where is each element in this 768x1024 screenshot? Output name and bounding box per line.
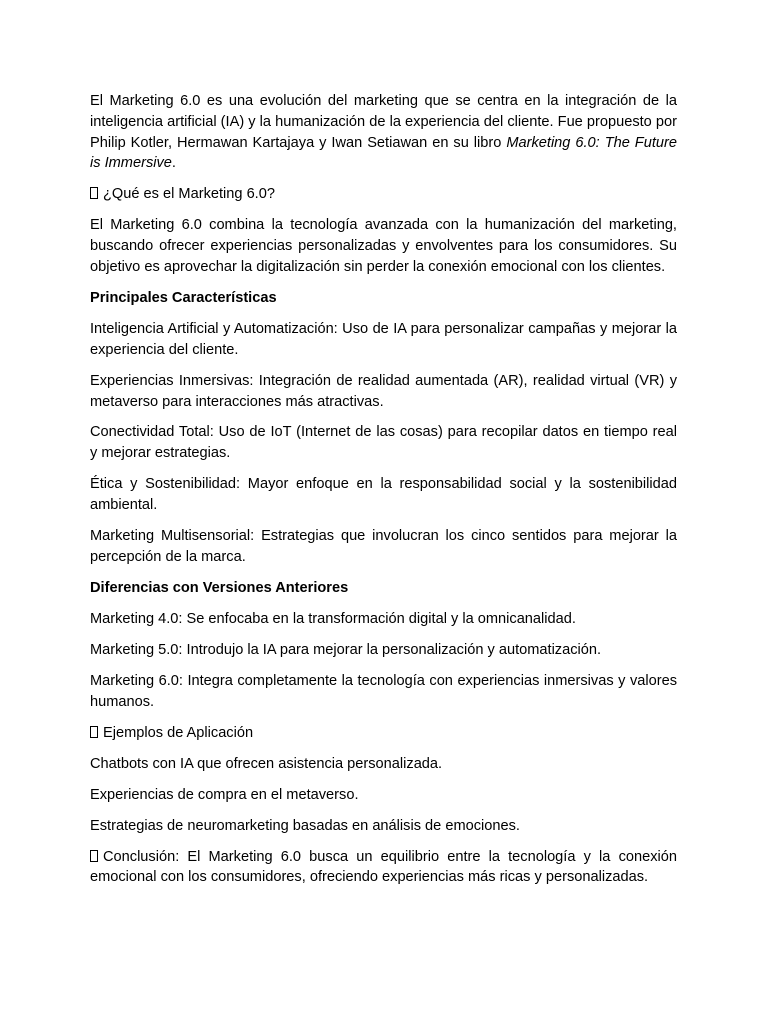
example-item: Experiencias de compra en el metaverso. [90, 786, 359, 803]
examples-heading-line [90, 723, 677, 744]
difference-item: Marketing 6.0: Integra completamente la tecnología con experiencias inmersivas y valores humanos. [90, 672, 677, 710]
conclusion-paragraph [90, 847, 677, 889]
feature-item: Inteligencia Artificial y Automatización: Uso de IA para personalizar campañas y mejorar la experiencia del cliente. [90, 320, 677, 358]
example-item: Chatbots con IA que ofrecen asistencia personalizada. [90, 755, 443, 772]
feature-item: Marketing Multisensorial: Estrategias que involucran los cinco sentidos para mejorar la percepción de la marca. [90, 528, 677, 565]
examples-heading: Ejemplos de Aplicación [103, 724, 254, 741]
missing-glyph-icon [90, 850, 98, 862]
conclusion-text: Conclusión: El Marketing 6.0 busca un equilibrio entre la tecnología y la conexión emocional con los consumidores, ofreciendo experiencias más ricas y personalizadas. [90, 848, 677, 886]
intro-text: El Marketing 6.0 es una evolución del marketing que se centra en la integración de la inteligencia artificial (IA) y la humanización de la experiencia del cliente. Fue propuesto por Philip Kotler, Hermawan Kartajaya y Iwan Setiawan en su libro [90, 93, 677, 151]
feature-item: Ética y Sostenibilidad: Mayor enfoque en la responsabilidad social y la sostenibilidad ambiental. [90, 476, 677, 514]
difference-item: Marketing 5.0: Introdujo la IA para mejorar la personalización y automatización. [90, 641, 602, 658]
difference-item: Marketing 4.0: Se enfocaba en la transformación digital y la omnicanalidad. [90, 610, 576, 627]
missing-glyph-icon [90, 726, 98, 738]
question-line [90, 184, 677, 205]
intro-period: . [171, 155, 176, 172]
feature-item: Conectividad Total: Uso de IoT (Internet de las cosas) para recopilar datos en tiempo real y mejorar estrategias. [90, 424, 677, 462]
example-item: Estrategias de neuromarketing basadas en análisis de emociones. [90, 817, 520, 834]
feature-item: Experiencias Inmersivas: Integración de realidad aumentada (AR), realidad virtual (VR) y metaverso para interacciones más atractivas. [90, 372, 677, 410]
question-text: ¿Qué es el Marketing 6.0? [103, 186, 275, 203]
document-page [90, 91, 677, 898]
definition-paragraph: El Marketing 6.0 combina la tecnología avanzada con la humanización del marketing, buscando ofrecer experiencias personalizadas y envolventes para los consumidores. Su objetivo es aprovechar la digitalización sin perder la conexión emocional con los clientes. [90, 217, 677, 275]
features-heading: Principales Características [90, 289, 277, 306]
missing-glyph-icon [90, 187, 98, 199]
differences-heading: Diferencias con Versiones Anteriores [90, 579, 349, 596]
intro-paragraph [90, 91, 677, 174]
book-title: Marketing 6.0: The Future is Immersive [90, 134, 677, 172]
